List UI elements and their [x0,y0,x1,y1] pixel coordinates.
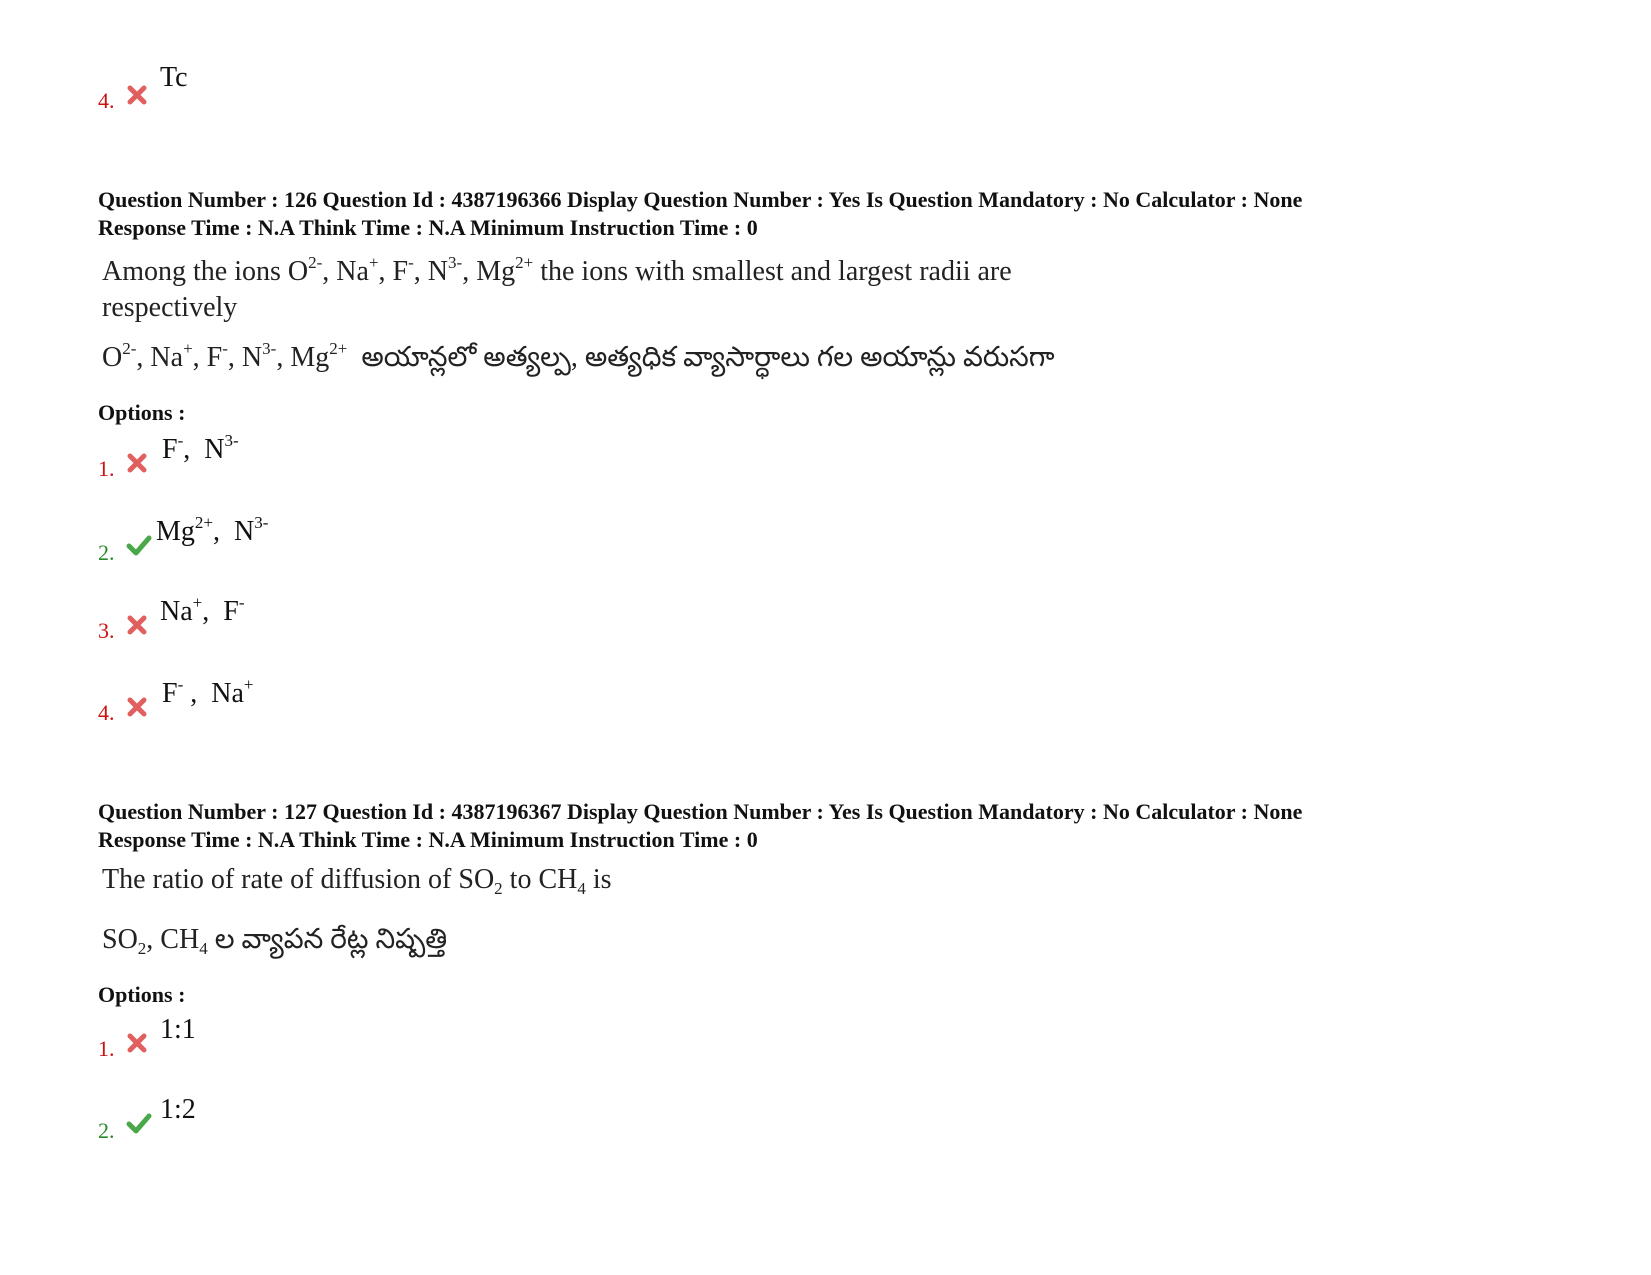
option-number: 1. [98,1036,115,1061]
option-number: 2. [98,1118,115,1143]
option-text: F-, $N^{3-}$ [162,431,239,465]
ion-charge: 2- [308,253,323,272]
ion-charge: - [222,339,228,358]
subscript: 2 [494,879,503,898]
ion-mg: Mg [476,256,516,287]
question-text-telugu [102,922,447,958]
subscript: 4 [199,939,208,958]
options-label: Options : [98,400,186,425]
option-number: 2. [98,540,115,565]
ion-charge: 3- [448,253,463,272]
cross-icon [126,452,148,474]
question-suffix: the ions with smallest and largest radii are [533,256,1012,287]
question-text-english [102,862,612,898]
meta-line-1: Question Number : 127 Question Id : 4387196367 Display Question Number : Yes Is Question Mandatory : No Calculator : None [98,799,1303,824]
ion-o: O [287,256,309,287]
ion-f: F [206,342,223,373]
check-icon [126,534,152,556]
option-number: 1. [98,456,115,481]
ion-n: N [427,256,449,287]
telugu-text: అయాన్లలో అత్యల్ప, అత్యధిక వ్యాసార్ధాలు గల అయాన్లు వరుసగా [361,342,1055,373]
ion-na: Na [336,256,369,287]
option-text: F- , Na+ [162,675,254,709]
option-number: 4. [98,88,115,113]
ion-charge: 3- [262,339,277,358]
formula-so: SO [102,924,138,955]
option-text: 1:2 [160,1094,196,1125]
option-number: 4. [98,700,115,725]
cross-icon [126,614,148,636]
option-text: Na+, F- [160,593,245,627]
ion-charge: 2+ [515,253,534,272]
ion-mg: Mg [290,342,330,373]
ion-n: N [241,342,263,373]
ion-charge: 2+ [329,339,348,358]
ion-charge: 2- [122,339,137,358]
ion-o: O [102,342,123,373]
ion-na: Na [150,342,184,373]
options-label: Options : [98,982,186,1007]
meta-line-2: Response Time : N.A Think Time : N.A Minimum Instruction Time : 0 [98,215,758,240]
question-meta-127 [98,798,1598,854]
question-line-2: respectively [102,292,238,323]
option-text: 1:1 [160,1014,196,1045]
cross-icon [126,696,148,718]
ion-charge: - [408,253,414,272]
subscript: 2 [137,939,147,958]
subscript: 4 [577,879,586,898]
ion-charge: + [368,253,379,272]
option-text: Tc [160,62,188,93]
question-prefix: The ratio of rate of diffusion of SO [102,864,495,895]
ion-f: F [392,256,409,287]
check-icon [126,1112,152,1134]
option-text: $Mg^{2+}$, $N^{3-}$ [156,513,269,547]
cross-icon [126,1032,148,1054]
question-text-telugu: $O^{2-}$, Na+, F-, $N^{3-}$, $Mg^{2+}$ అయాన్లలో అత్యల్ప, అత్యధిక వ్యాసార్ధాలు గల అయాన్లు వరుసగా [102,339,1055,373]
question-mid: to CH [502,864,578,895]
question-meta-126 [98,186,1598,242]
question-prefix: Among the ions [102,256,288,287]
formula-ch: , CH [146,924,200,955]
cross-icon [126,84,148,106]
meta-line-2: Response Time : N.A Think Time : N.A Minimum Instruction Time : 0 [98,827,758,852]
meta-line-1: Question Number : 126 Question Id : 4387196366 Display Question Number : Yes Is Question Mandatory : No Calculator : None [98,187,1303,212]
question-suffix: is [585,864,612,895]
option-number: 3. [98,618,115,643]
ion-charge: + [183,339,193,358]
telugu-text: ల వ్యాపన రేట్ల నిష్పత్తి [207,924,448,955]
question-text-english: Among the ions $O^{2-}$, Na+, F-, $N^{3-}$, $Mg^{2+}$ the ions with smallest and largest radii are respectively [102,254,1012,326]
